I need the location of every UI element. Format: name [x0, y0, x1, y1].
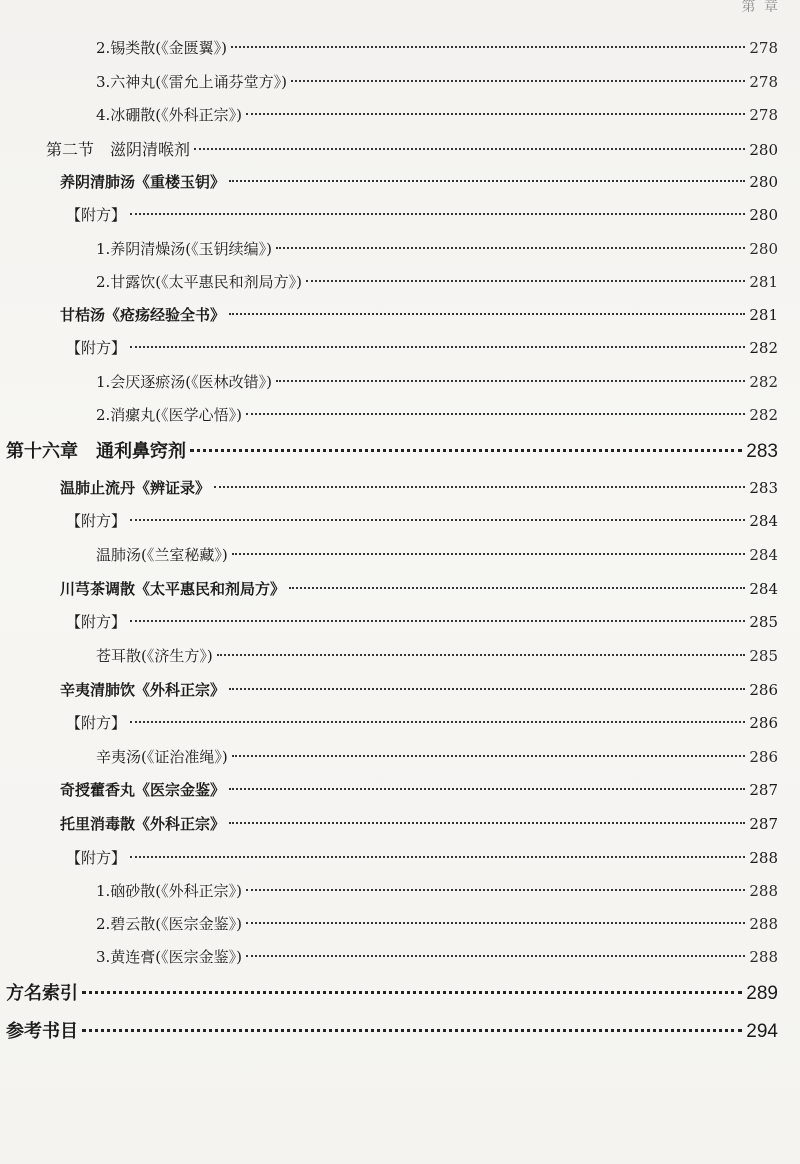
dot-leader — [130, 620, 745, 622]
dot-leader — [229, 180, 745, 182]
toc-entry-fufang — [66, 611, 778, 632]
toc-entry-page: 282 — [749, 406, 778, 424]
toc-entry-fufang — [66, 712, 778, 733]
dot-leader — [130, 519, 745, 521]
dot-leader — [214, 486, 745, 488]
toc-entry-page: 280 — [749, 173, 778, 191]
toc-entry-title: 方名索引 — [6, 983, 78, 1004]
dot-leader — [130, 856, 745, 858]
dot-leader — [291, 80, 745, 82]
dot-leader — [246, 922, 745, 924]
toc-entry-title: 温肺汤(《兰室秘藏》) — [96, 546, 228, 564]
dot-leader — [82, 991, 742, 994]
dot-leader — [306, 280, 745, 282]
toc-entry-title: 养阴清肺汤《重楼玉钥》 — [60, 173, 226, 191]
toc-entry-page: 285 — [749, 647, 778, 665]
dot-leader — [229, 788, 745, 790]
toc-entry-title: 【附方】 — [66, 714, 127, 732]
toc-entry-page: 284 — [749, 512, 778, 530]
dot-leader — [82, 1029, 742, 1032]
toc-entry-page: 278 — [749, 106, 778, 124]
dot-leader — [232, 755, 746, 757]
toc-entry-page: 284 — [749, 580, 778, 598]
toc-entry-title: 苍耳散(《济生方》) — [96, 647, 213, 665]
toc-entry-title: 辛夷清肺饮《外科正宗》 — [60, 681, 226, 699]
toc-entry-liushenwan — [96, 71, 778, 92]
toc-entry-wenfeitang — [96, 544, 778, 565]
toc-entry-title: 第十六章 通利鼻窍剂 — [6, 441, 186, 462]
toc-entry-page: 282 — [749, 339, 778, 357]
toc-entry-page: 287 — [749, 815, 778, 833]
toc-entry-huiyanzhuyutang — [96, 371, 778, 392]
toc-entry-fufang — [66, 847, 778, 868]
toc-entry-huangliangao — [96, 946, 778, 967]
dot-leader — [229, 688, 745, 690]
toc-entry-page: 285 — [749, 613, 778, 631]
dot-leader — [246, 889, 745, 891]
toc-entry-title: 【附方】 — [66, 613, 127, 631]
toc-entry-title: 温肺止流丹《辨证录》 — [60, 479, 211, 497]
toc-entry-page: 281 — [749, 273, 778, 291]
toc-entry-title: 托里消毒散《外科正宗》 — [60, 815, 226, 833]
toc-entry-biyunsan — [96, 913, 778, 934]
toc-entry-page: 280 — [749, 240, 778, 258]
toc-entry-page: 288 — [749, 948, 778, 966]
toc-entry-title: 【附方】 — [66, 512, 127, 530]
toc-entry-page: 288 — [749, 915, 778, 933]
toc-entry-xinyiqingfeiyin — [60, 679, 778, 700]
toc-section-2 — [46, 137, 778, 160]
dot-leader — [246, 113, 745, 115]
toc-entry-page: 294 — [746, 1021, 778, 1042]
toc-chapter-references — [6, 1017, 778, 1043]
dot-leader — [231, 46, 745, 48]
toc-entry-tuolixiaodusan — [60, 813, 778, 834]
dot-leader — [246, 413, 745, 415]
toc-entry-page: 286 — [749, 681, 778, 699]
toc-entry-page: 283 — [749, 479, 778, 497]
dot-leader — [229, 313, 745, 315]
toc-entry-naoshasan — [96, 880, 778, 901]
toc-entry-page: 288 — [749, 882, 778, 900]
toc-entry-title: 【附方】 — [66, 849, 127, 867]
toc-entry-cangersan — [96, 645, 778, 666]
toc-entry-fufang — [66, 337, 778, 358]
dot-leader — [130, 346, 745, 348]
toc-entry-page: 280 — [749, 206, 778, 224]
toc-entry-title: 2.碧云散(《医宗金鉴》) — [96, 915, 243, 933]
dot-leader — [289, 587, 745, 589]
toc-entry-page: 286 — [749, 748, 778, 766]
toc-entry-title: 3.六神丸(《雷允上诵芬堂方》) — [96, 73, 288, 91]
dot-leader — [130, 213, 745, 215]
toc-entry-page: 286 — [749, 714, 778, 732]
toc-entry-title: 【附方】 — [66, 339, 127, 357]
toc-entry-page: 278 — [749, 39, 778, 57]
toc-entry-yangyinqingfeitang — [60, 171, 778, 192]
dot-leader — [229, 822, 745, 824]
dot-leader — [194, 148, 745, 150]
toc-entry-ganluyin — [96, 271, 778, 292]
toc-entry-title: 参考书目 — [6, 1021, 78, 1042]
toc-entry-title: 2.消瘰丸(《医学心悟》) — [96, 406, 243, 424]
toc-entry-title: 3.黄连膏(《医宗金鉴》) — [96, 948, 243, 966]
toc-chapter-16 — [6, 437, 778, 463]
running-header: 第 章 — [741, 0, 780, 15]
toc-entry-page: 287 — [749, 781, 778, 799]
toc-entry-title: 川芎茶调散《太平惠民和剂局方》 — [60, 580, 286, 598]
dot-leader — [217, 654, 746, 656]
toc-entry-wenfeizhiliudan — [60, 477, 778, 498]
toc-entry-page: 289 — [746, 983, 778, 1004]
toc-entry-title: 1.硇砂散(《外科正宗》) — [96, 882, 243, 900]
toc-entry-chuanxiongchatiaosan — [60, 578, 778, 599]
toc-entry-title: 1.养阴清燥汤(《玉钥续编》) — [96, 240, 273, 258]
toc-entry-title: 甘桔汤《疮疡经验全书》 — [60, 306, 226, 324]
toc-entry-title: 2.甘露饮(《太平惠民和剂局方》) — [96, 273, 303, 291]
toc-chapter-index — [6, 979, 778, 1005]
toc-entry-qishouhuoxiangwan — [60, 779, 778, 800]
toc-entry-page: 281 — [749, 306, 778, 324]
toc-entry-fufang — [66, 510, 778, 531]
toc-entry-xileisan — [96, 37, 778, 58]
toc-entry-title: 【附方】 — [66, 206, 127, 224]
toc-entry-page: 280 — [749, 141, 778, 159]
toc-entry-title: 1.会厌逐瘀汤(《医林改错》) — [96, 373, 273, 391]
toc-entry-page: 278 — [749, 73, 778, 91]
toc-entry-title: 辛夷汤(《证治准绳》) — [96, 748, 228, 766]
dot-leader — [246, 955, 745, 957]
toc-entry-title: 第二节 滋阴清喉剂 — [46, 140, 191, 159]
toc-entry-page: 283 — [746, 441, 778, 462]
toc-entry-title: 奇授藿香丸《医宗金鉴》 — [60, 781, 226, 799]
toc-entry-fufang — [66, 204, 778, 225]
toc-entry-page: 284 — [749, 546, 778, 564]
toc-entry-title: 2.锡类散(《金匮翼》) — [96, 39, 228, 57]
toc-entry-yangyinqingzaotang — [96, 238, 778, 259]
dot-leader — [232, 553, 746, 555]
dot-leader — [190, 449, 742, 452]
dot-leader — [130, 721, 745, 723]
toc-entry-page: 288 — [749, 849, 778, 867]
toc-entry-title: 4.冰硼散(《外科正宗》) — [96, 106, 243, 124]
toc-entry-bingpengsan — [96, 104, 778, 125]
dot-leader — [276, 380, 745, 382]
toc-entry-page: 282 — [749, 373, 778, 391]
toc-entry-xinyitang — [96, 746, 778, 767]
toc-entry-ganjietang — [60, 304, 778, 325]
dot-leader — [276, 247, 745, 249]
toc-entry-xiaoluowan — [96, 404, 778, 425]
